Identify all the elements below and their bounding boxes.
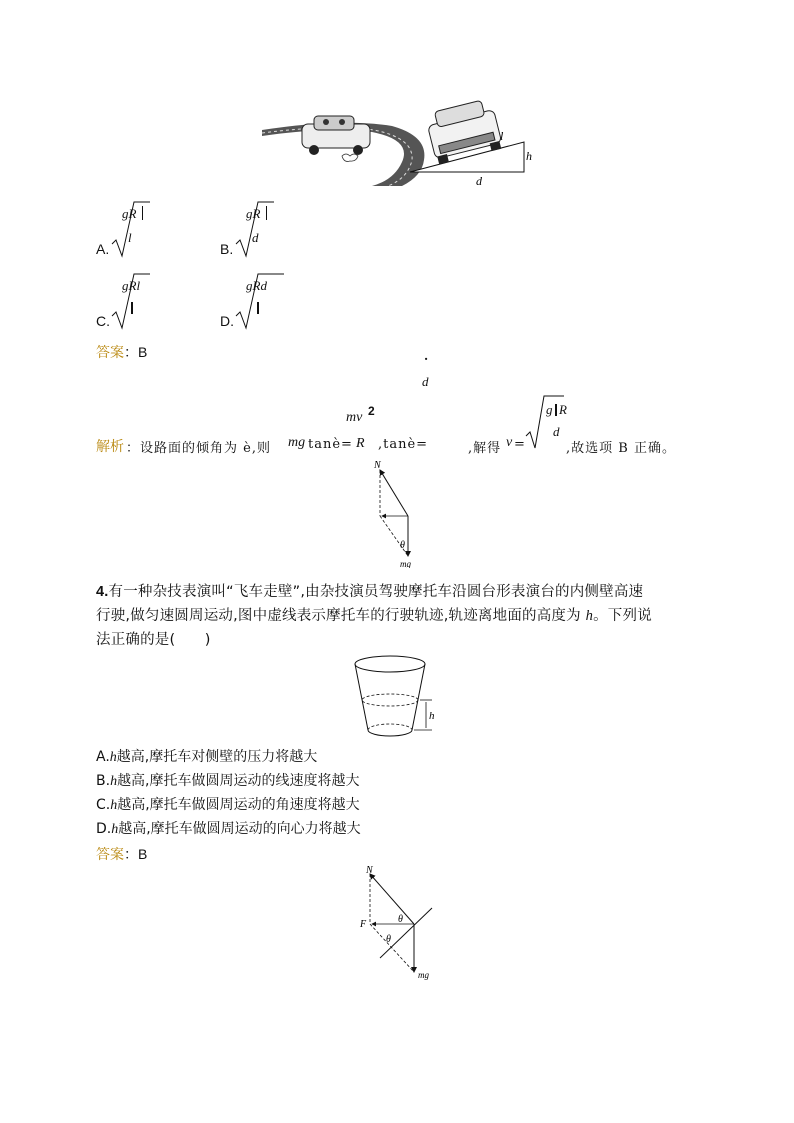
option-b — [220, 200, 330, 260]
answer-label: 答案 — [96, 847, 124, 863]
choice-text: 越高,摩托车做圆周运动的角速度将越大 — [117, 797, 360, 813]
slope-h-label: h — [526, 149, 532, 163]
choice-h: h — [111, 822, 119, 837]
frac-sup2: 2 — [368, 404, 375, 418]
solution-text-4: ,故选项 B 正确。 — [566, 441, 676, 456]
frac-d: d — [422, 374, 429, 389]
option-d — [220, 272, 330, 332]
force2-N-label: N — [366, 865, 373, 876]
q4-line2a: 行驶,做匀速圆周运动,图中虚线表示摩托车的行驶轨迹,轨迹离地面的高度为 — [96, 608, 586, 624]
frac-mv: mv — [346, 410, 363, 425]
q4-choice-b — [96, 770, 360, 790]
q4-line3-text: 法正确的是( ) — [96, 632, 211, 648]
q4-choice-d — [96, 818, 361, 838]
option-num: gR — [122, 206, 137, 221]
q4-choice-a — [96, 746, 317, 766]
cone-figure — [350, 652, 450, 742]
option-num: gR — [246, 206, 261, 221]
choice-text: 越高,摩托车对侧壁的压力将越大 — [116, 749, 318, 765]
q4-line-2 — [96, 604, 652, 625]
road-car-figure — [262, 100, 532, 188]
force2-theta1-label: θ — [398, 914, 403, 925]
option-letter: B. — [220, 241, 234, 257]
car-on-road — [302, 116, 370, 155]
force2-theta2-label: θ — [386, 934, 391, 945]
q4-choice-c — [96, 794, 360, 814]
sqrt-R: R — [559, 402, 567, 417]
slope-l-label: l — [500, 129, 504, 143]
choice-letter: B. — [96, 773, 111, 789]
solution-eq: = — [514, 437, 526, 452]
sqrt-g: g — [546, 402, 553, 417]
q4-line-1 — [96, 580, 643, 601]
slope-d-label: d — [476, 174, 482, 188]
answer-value: ：B — [124, 846, 148, 862]
choice-h: h — [110, 774, 118, 789]
q4-line2-h: h — [585, 608, 594, 624]
q4-line1-text: 有一种杂技表演叫“飞车走壁”,由杂技演员驾驶摩托车沿圆台形表演台的内侧壁高速 — [108, 584, 644, 600]
answer-label: 答案 — [96, 345, 124, 361]
q3-answer — [96, 342, 147, 362]
choice-h: h — [109, 750, 117, 765]
force-diagram-2 — [356, 864, 446, 982]
force1-mg-label: mg — [400, 559, 411, 568]
solution-v: v — [506, 435, 513, 450]
choice-letter: D. — [96, 821, 112, 837]
solution-text-3: ,解得 — [468, 441, 502, 456]
force1-theta-label: θ — [400, 540, 405, 551]
force2-mg-label: mg — [418, 970, 429, 980]
choice-text: 越高,摩托车做圆周运动的向心力将越大 — [118, 821, 361, 837]
solution-label: 解析 — [96, 439, 124, 455]
answer-value: ：B — [124, 344, 148, 360]
force-diagram-1 — [366, 456, 436, 568]
frac-dot: · — [424, 352, 429, 366]
option-letter: D. — [220, 313, 234, 329]
choice-letter: A. — [96, 749, 110, 765]
choice-letter: C. — [96, 797, 111, 813]
force2-F-label: F — [360, 919, 367, 930]
option-num: gRd — [246, 278, 267, 293]
option-num: gRl — [122, 278, 141, 293]
choice-h: h — [110, 798, 118, 813]
frac-R: R — [356, 436, 365, 451]
q4-answer — [96, 844, 147, 864]
option-den: l — [128, 230, 132, 245]
option-a — [96, 200, 206, 260]
q4-line-3 — [96, 628, 211, 649]
cone-h-label: h — [429, 710, 435, 722]
option-c — [96, 272, 206, 332]
force1-N-label: N — [374, 460, 381, 471]
q3-solution — [96, 400, 716, 460]
q4-number: 4. — [96, 584, 109, 600]
choice-text: 越高,摩托车做圆周运动的线速度将越大 — [117, 773, 360, 789]
option-den: d — [252, 230, 259, 245]
solution-text-2: ,tanè= — [378, 437, 429, 452]
option-letter: C. — [96, 313, 110, 329]
solution-mg: mg — [288, 435, 306, 450]
solution-tan: tanè= — [308, 437, 353, 452]
option-letter: A. — [96, 241, 110, 257]
sqrt-d: d — [553, 424, 560, 439]
q4-line2b: 。下列说 — [593, 608, 652, 624]
solution-text-1: ：设路面的倾角为 è,则 — [126, 441, 271, 456]
